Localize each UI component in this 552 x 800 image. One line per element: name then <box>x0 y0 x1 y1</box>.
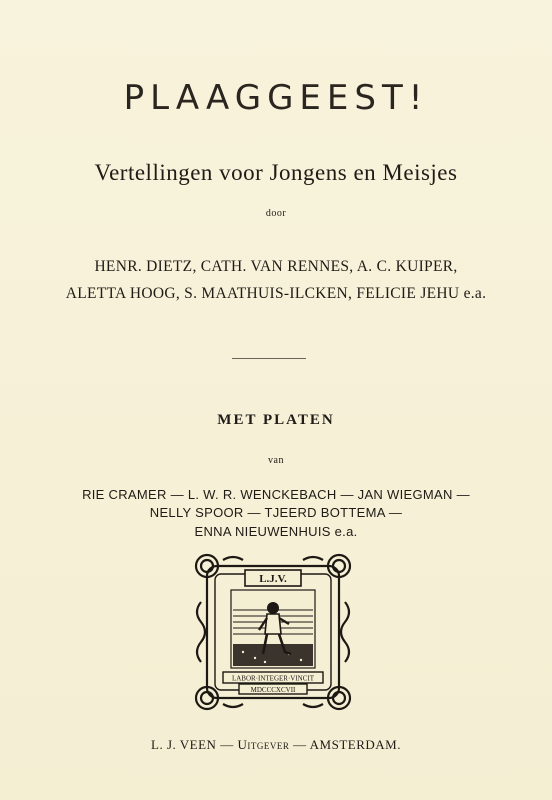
by-label: door <box>265 208 287 219</box>
emblem-motto: LABOR·INTEGER·VINCIT <box>231 674 315 683</box>
book-subtitle: Vertellingen voor Jongens en Meisjes <box>94 160 458 185</box>
plates-by-label: van <box>268 455 284 466</box>
field-sower-illustration <box>231 590 315 668</box>
divider-rule <box>232 358 306 359</box>
publisher-emblem <box>193 552 353 712</box>
emblem-monogram: L.J.V. <box>259 573 287 585</box>
publisher-role: Uitgever <box>237 737 290 752</box>
emblem-year: MDCCCXCVII <box>250 686 296 694</box>
book-title: PLAAGGEEST! <box>123 78 429 118</box>
authors-line-1: HENR. DIETZ, CATH. VAN RENNES, A. C. KUIPER, <box>94 258 458 275</box>
plates-heading: MET PLATEN <box>217 412 335 428</box>
illustrators-line-2: NELLY SPOOR — TJEERD BOTTEMA — <box>149 505 403 520</box>
illustrators-line-1: RIE CRAMER — L. W. R. WENCKEBACH — JAN WIEGMAN — <box>82 487 470 502</box>
publisher-city: AMSTERDAM. <box>309 737 401 752</box>
publisher-name: L. J. VEEN <box>151 737 217 752</box>
illustrators-line-3: ENNA NIEUWENHUIS e.a. <box>194 524 358 539</box>
publisher-line <box>0 737 552 753</box>
publisher-separator-1: — <box>216 737 238 752</box>
publisher-separator-2: — <box>289 737 310 752</box>
authors-line-2: ALETTA HOOG, S. MAATHUIS-ILCKEN, FELICIE JEHU e.a. <box>65 285 487 302</box>
